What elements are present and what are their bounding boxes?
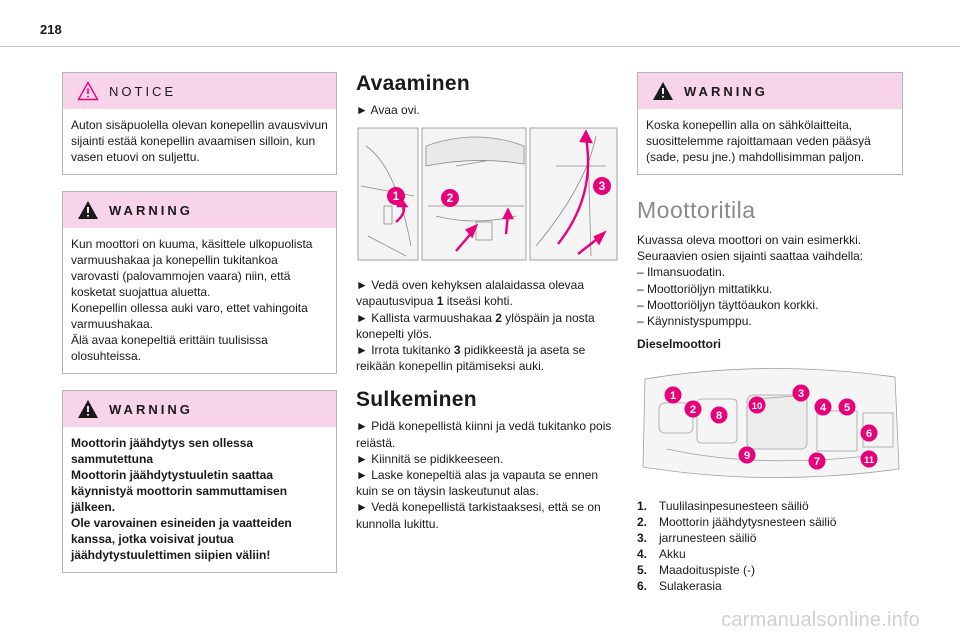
column-middle (356, 72, 619, 532)
engine-label-9: 9 (743, 450, 751, 463)
engine-label-2: 2 (689, 404, 697, 417)
warning-title: WARNING (684, 83, 768, 99)
figure-label-1: 1 (392, 189, 400, 204)
header-rule (0, 46, 960, 47)
close-step-2: ► Kiinnitä se pidikkeeseen. (356, 451, 504, 466)
engine-intro-5: – Moottoriöljyn täyttöaukon korkki. (637, 297, 819, 312)
warning-title: WARNING (109, 401, 193, 417)
hood-opening-illustration (356, 126, 619, 266)
legend-item: 3. jarrunesteen säiliö (637, 531, 757, 546)
close-step-3: ► Laske konepeltiä alas ja vapauta se ennen kuin se on täysin laskeutunut alas. (356, 468, 599, 499)
engine-label-10: 10 (751, 401, 763, 413)
warning-3-text: Koska konepellin alla on sähkölaitteita, suosittelemme rajoittamaan veden pääsyä (sade, pesu jne.) mahdollisimman paljon. (646, 118, 871, 164)
engine-legend (637, 498, 903, 594)
warning-box-3 (637, 72, 903, 175)
warning-1-line-2: Konepellin ollessa auki varo, ettet vahingoita varmuushakaa. (71, 301, 308, 331)
heading-opening: Avaaminen (356, 72, 470, 95)
watermark[interactable]: carmanualsonline.info (721, 609, 920, 631)
notice-icon (77, 81, 99, 101)
open-step-2: ► Kallista varmuushakaa 2 ylöspäin ja nosta konepelti ylös. (356, 310, 595, 341)
engine-label-8: 8 (715, 410, 723, 423)
close-step-1: ► Pidä konepellistä kiinni ja vedä tukitanko pois reiästä. (356, 419, 612, 450)
figure-label-2: 2 (446, 191, 454, 206)
engine-label-1: 1 (669, 390, 677, 403)
intro-step: ► Avaa ovi. (356, 103, 420, 117)
open-step-1: ► Vedä oven kehyksen alalaidassa olevaa vapautusvipua 1 itseäsi kohti. (356, 278, 585, 309)
notice-text: Auton sisäpuolella olevan konepellin avausvivun sijainti estää konepellin avaamisen silloin, kun vasen etuovi on suljettu. (71, 118, 328, 164)
warning-box-2 (62, 390, 337, 573)
engine-bay-illustration (637, 359, 903, 487)
warning-2-line-3: Ole varovainen esineiden ja vaatteiden kanssa, jotka voisivat joutua jäähdytystuulettimen siipien väliin! (71, 516, 292, 562)
notice-title: NOTICE (109, 83, 177, 99)
close-step-4: ► Vedä konepellistä tarkistaaksesi, että se on kunnolla lukittu. (356, 500, 601, 531)
legend-item: 5. Maadoituspiste (-) (637, 563, 756, 578)
warning-box-1 (62, 191, 337, 374)
warning-icon (77, 399, 99, 419)
notice-box (62, 72, 337, 175)
warning-2-line-1: Moottorin jäähdytys sen ollessa sammutettuna (71, 436, 254, 466)
engine-intro-1: Kuvassa oleva moottori on vain esimerkki. (637, 233, 862, 247)
engine-label-4: 4 (819, 402, 827, 415)
heading-closing: Sulkeminen (356, 388, 477, 412)
warning-2-line-2: Moottorin jäähdytystuuletin saattaa käynnistyä moottorin sammuttamisen jälkeen. (71, 468, 288, 514)
engine-intro-2: Seuraavien osien sijainti saattaa vaihdella: (637, 249, 864, 264)
engine-intro-6: – Käynnistyspumppu. (637, 314, 752, 329)
engine-label-11: 11 (863, 455, 875, 467)
legend-item: 4. Akku (637, 547, 686, 562)
column-left (62, 72, 337, 589)
engine-intro-4: – Moottoriöljyn mittatikku. (637, 281, 773, 296)
legend-item: 2. Moottorin jäähdytysnesteen säiliö (637, 515, 837, 530)
heading-engine-bay: Moottoritila (637, 197, 756, 223)
engine-label-3: 3 (797, 388, 805, 401)
legend-item: 6. Sulakerasia (637, 579, 722, 594)
engine-label-5: 5 (843, 402, 851, 415)
open-step-3: ► Irrota tukitanko 3 pidikkeestä ja aseta se reikään konepellin pitämiseksi auki. (356, 343, 586, 374)
page-number: 218 (40, 22, 62, 37)
warning-1-line-3: Älä avaa konepeltiä erittäin tuulisissa olosuhteissa. (71, 333, 268, 363)
warning-title: WARNING (109, 202, 193, 218)
engine-label-6: 6 (865, 428, 873, 441)
engine-label-7: 7 (813, 456, 821, 469)
figure-label-3: 3 (598, 179, 606, 194)
subheading-diesel: Dieselmoottori (637, 337, 722, 352)
legend-item: 1. Tuulilasinpesunesteen säiliö (637, 499, 809, 514)
warning-1-line-1: Kun moottori on kuuma, käsittele ulkopuolista varmuushakaa ja konepellin tukitankoa varovasti (palovammojen vaara) niin, että kosketat suojattua aluetta. (71, 237, 313, 299)
column-right (637, 72, 903, 594)
warning-icon (652, 81, 674, 101)
warning-icon (77, 200, 99, 220)
engine-intro-3: – Ilmansuodatin. (637, 265, 726, 280)
